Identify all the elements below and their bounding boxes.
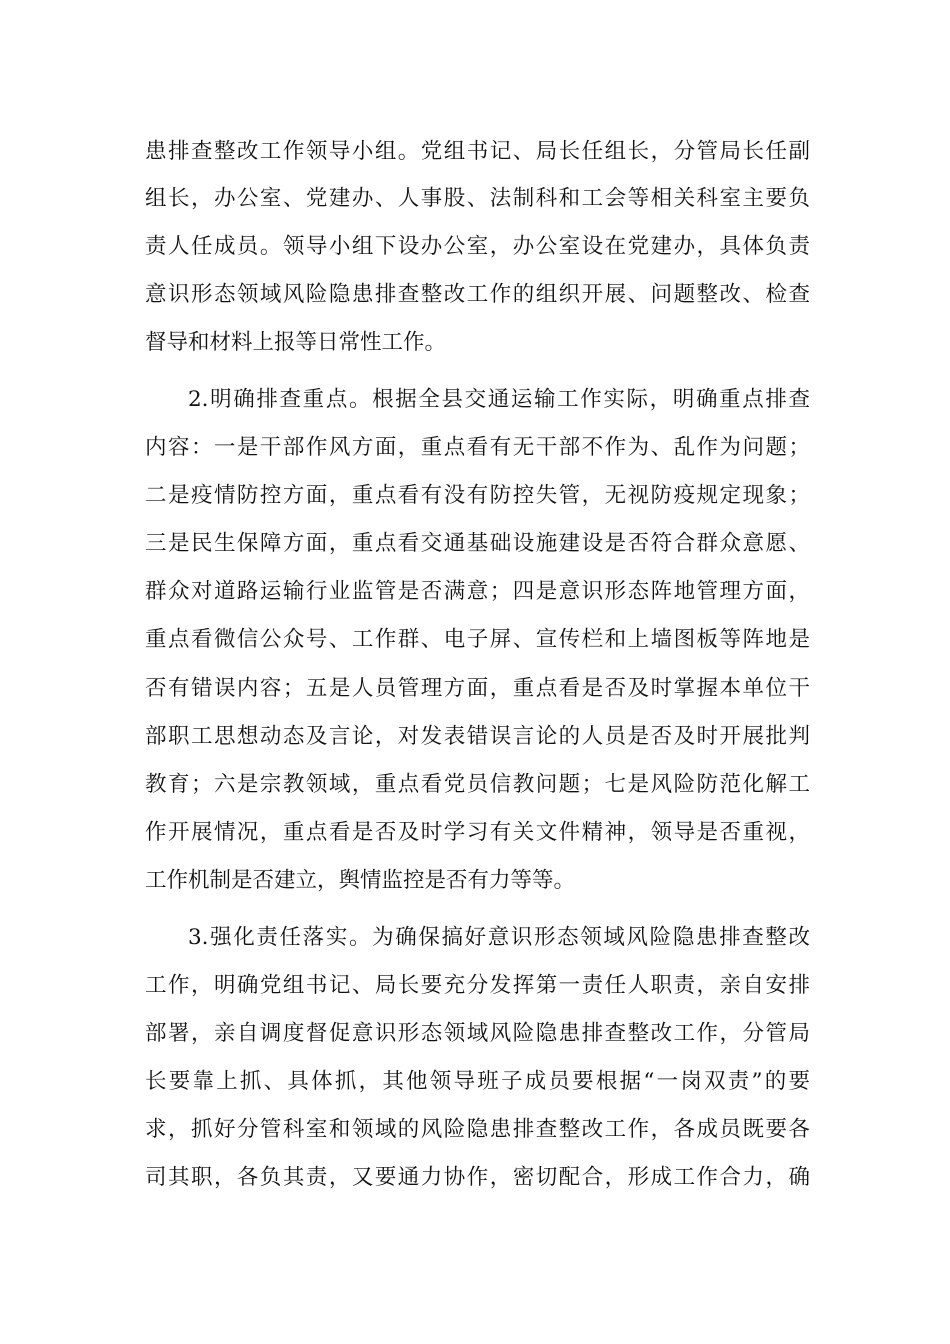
text-line: 二是疫情防控方面，重点看有没有防控失管，无视防疫规定现象； [145, 483, 810, 508]
text-line: 工作机制是否建立，舆情监控是否有力等等。 [145, 868, 576, 893]
text-line: 教育；六是宗教领域，重点看党员信教问题；七是风险防范化解工 [145, 772, 810, 797]
text-line: 2.明确排查重点。根据全县交通运输工作实际，明确重点排查 [188, 387, 810, 412]
text-line: 重点看微信公众号、工作群、电子屏、宣传栏和上墙图板等阵地是 [145, 627, 810, 652]
text-line: 责人任成员。领导小组下设办公室，办公室设在党建办，具体负责 [145, 234, 810, 259]
text-line: 部职工思想动态及言论，对发表错误言论的人员是否及时开展批判 [145, 724, 810, 749]
text-line: 督导和材料上报等日常性工作。 [145, 330, 447, 355]
text-line: 部署，亲自调度督促意识形态领域风险隐患排查整改工作，分管局 [145, 1021, 810, 1046]
text-line: 司其职，各负其责，又要通力协作，密切配合，形成工作合力，确 [145, 1165, 810, 1190]
text-line: 求，抓好分管科室和领域的风险隐患排查整改工作，各成员既要各 [145, 1117, 810, 1142]
text-line: 内容：一是干部作风方面，重点看有无干部不作为、乱作为问题； [145, 435, 810, 460]
text-line: 患排查整改工作领导小组。党组书记、局长任组长，分管局长任副 [145, 139, 810, 164]
text-line: 群众对道路运输行业监管是否满意；四是意识形态阵地管理方面， [145, 579, 810, 604]
text-line: 三是民生保障方面，重点看交通基础设施建设是否符合群众意愿、 [145, 531, 810, 556]
text-line: 意识形态领域风险隐患排查整改工作的组织开展、问题整改、检查 [145, 282, 810, 307]
text-line: 工作，明确党组书记、局长要充分发挥第一责任人职责，亲自安排 [145, 973, 810, 998]
text-line: 长要靠上抓、具体抓，其他领导班子成员要根据“一岗双责”的要 [145, 1069, 810, 1094]
text-line: 组长，办公室、党建办、人事股、法制科和工会等相关科室主要负 [145, 186, 810, 211]
text-line: 3.强化责任落实。为确保搞好意识形态领域风险隐患排查整改 [188, 925, 810, 950]
text-line: 否有错误内容；五是人员管理方面，重点看是否及时掌握本单位干 [145, 676, 810, 701]
text-line: 作开展情况，重点看是否及时学习有关文件精神，领导是否重视， [145, 820, 810, 845]
